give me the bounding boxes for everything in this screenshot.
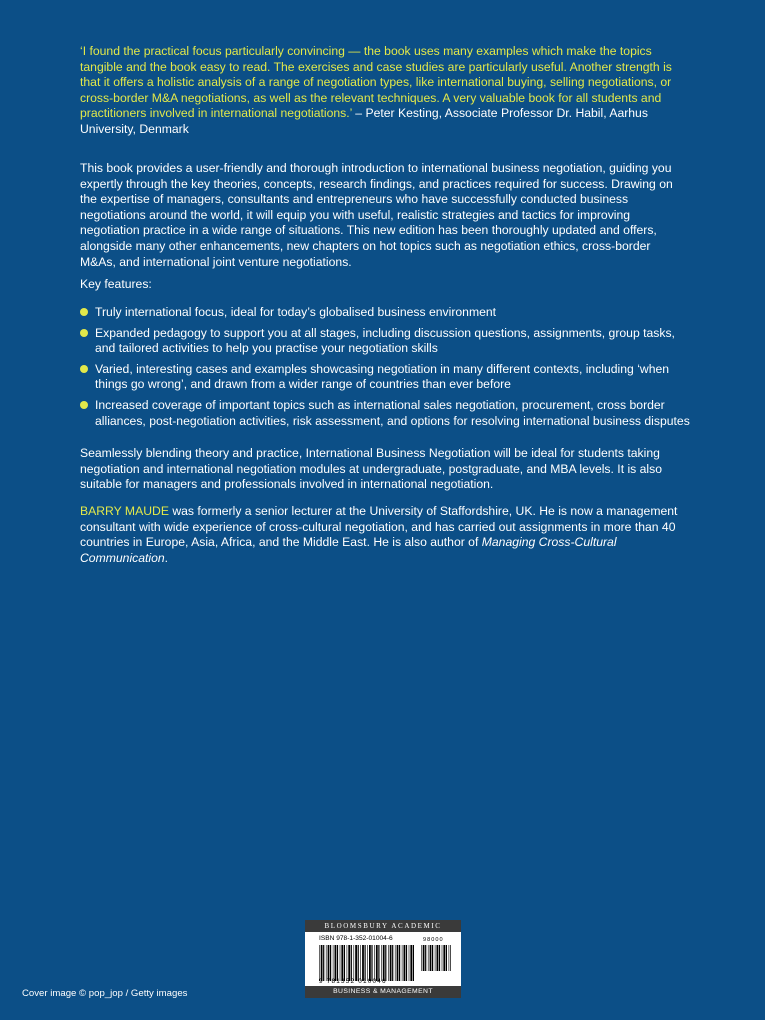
bio-text: was formerly a senior lecturer at the University of Staffordshire, UK. He is now a management consultant with wide experience of cross-cultural negotiation, and has carried out assignments in more than 40 countries in Europe, Asia, Africa, and the Middle East. He is also author of [80,504,678,550]
barcode-bar [326,945,327,981]
summary-paragraph: Seamlessly blending theory and practice, International Business Negotiation will be ideal for students taking negotiation and international negotiation modules at undergraduate, postgraduate, and MBA levels. It is also suitable for managers and professionals involved in international negotiation. [80,446,663,492]
barcode-bar [439,945,440,971]
barcode-bar [409,945,410,981]
intro-paragraph: This book provides a user-friendly and thorough introduction to international business negotiation, guiding you expertly through the key theories, concepts, research findings, and practices required for success. Drawing on the expertise of managers, consultants and entrepreneurs who have successfully conducted business negotiations around the world, it will equip you with useful, realistic strategies and tactics for improving negotiation practice in a wide range of situations. This new edition has been thoroughly updated and offers, alongside many other enhancements, new chapters on hot topics such as negotiation ethics, cross-border M&As, and international joint venture negotiations. [80,161,673,269]
barcode-bar [395,945,396,981]
price-barcode [421,945,451,971]
feature-item [80,362,690,393]
barcode-bar [351,945,352,981]
barcode-bar [367,945,368,981]
barcode-bar [435,945,436,971]
barcode-bar [450,945,451,971]
bullet-icon [80,308,88,316]
features-heading: Key features: [80,277,152,291]
endorsement-quote [80,44,685,138]
feature-item [80,305,690,321]
barcode-bar [340,945,341,981]
barcode-bar [383,945,385,981]
barcode-bar [402,945,403,981]
barcode-bar [360,945,361,981]
barcode-bar [344,945,345,981]
barcode-bar [413,945,414,981]
price-code: 98000 [423,937,444,943]
barcode-bar [390,945,392,981]
author-bio [80,504,685,566]
barcode-bar [328,945,330,981]
barcode-block [305,920,461,998]
barcode-bar [404,945,406,981]
barcode-bar [392,945,393,981]
barcode-bar [348,945,350,981]
barcode-bar [421,945,422,971]
barcode-bar [388,945,389,981]
barcode-digits: 9 781352 010046 [319,978,387,985]
barcode-bar [432,945,433,971]
category-label: BUSINESS & MANAGEMENT [305,986,461,998]
barcode-bar [446,945,447,971]
barcode-bar [369,945,371,981]
barcode-bar [362,945,364,981]
barcode-bar [449,945,450,971]
feature-text: Varied, interesting cases and examples showcasing negotiation in many different contexts, including ‘when things go wrong’, and drawn from a wider range of countries than ever before [95,361,670,392]
feature-text: Increased coverage of important topics such as international sales negotiation, procurement, cross border alliances, post-negotiation activities, risk assessment, and options for resolving international business disputes [95,397,690,428]
barcode-bar [371,945,372,981]
publisher-label: BLOOMSBURY ACADEMIC [305,920,461,932]
quote-text: ‘I found the practical focus particularly convincing — the book uses many examples which make the topics tangible and the book easy to read. The exercises and case studies are particularly useful. Another strength is that it offers a holistic analysis of a range of negotiation types, like international buying, selling negotiations, or cross-border M&A negotiations, as well as the relevant techniques. A very valuable book for all students and practitioners involved in international negotiations.’ [80,44,672,121]
barcode-bar [423,945,425,971]
barcode-bar [319,945,320,981]
feature-text: Truly international focus, ideal for today’s globalised business environment [95,305,497,319]
cover-credit: Cover image © pop_jop / Getty images [22,988,188,999]
barcode-bar [378,945,379,981]
barcode-bar [358,945,359,981]
features-list [80,305,690,434]
barcode-bar [354,945,355,981]
author-name: BARRY MAUDE [80,504,169,518]
barcode-bar [337,945,338,981]
barcode-bar [443,945,445,971]
barcode-bar [330,945,331,981]
barcode-bar [321,945,323,981]
feature-item [80,326,690,357]
barcode-bar [410,945,412,981]
barcode-bar [365,945,366,981]
barcode-bar [333,945,334,981]
barcode-bar [425,945,426,971]
isbn-label: ISBN 978-1-352-01004-6 [319,935,393,942]
barcode-bar [381,945,382,981]
bullet-icon [80,401,88,409]
quote-attribution: – Peter Kesting, Associate Professor Dr. Habil, Aarhus University, Denmark [80,106,648,136]
barcode-bar [341,945,343,981]
barcode-bar [374,945,375,981]
feature-item [80,398,690,429]
barcode-bar [399,945,400,981]
barcode-bar [430,945,432,971]
bullet-icon [80,329,88,337]
barcode-bar [355,945,357,981]
barcode-bar [428,945,429,971]
other-book-title: Managing Cross-Cultural Communication [80,535,617,565]
barcode-bar [347,945,348,981]
barcode-bar [385,945,386,981]
barcode-bar [376,945,378,981]
barcode-bar [397,945,399,981]
barcode-bar [437,945,439,971]
barcode-bar [442,945,443,971]
isbn-barcode [319,945,415,981]
barcode-bar [335,945,337,981]
bullet-icon [80,365,88,373]
feature-text: Expanded pedagogy to support you at all stages, including discussion questions, assignments, group tasks, and tailored activities to help you practise your negotiation skills [95,325,675,356]
barcode-bar [406,945,407,981]
barcode-bar [323,945,324,981]
bio-end: . [164,550,169,565]
